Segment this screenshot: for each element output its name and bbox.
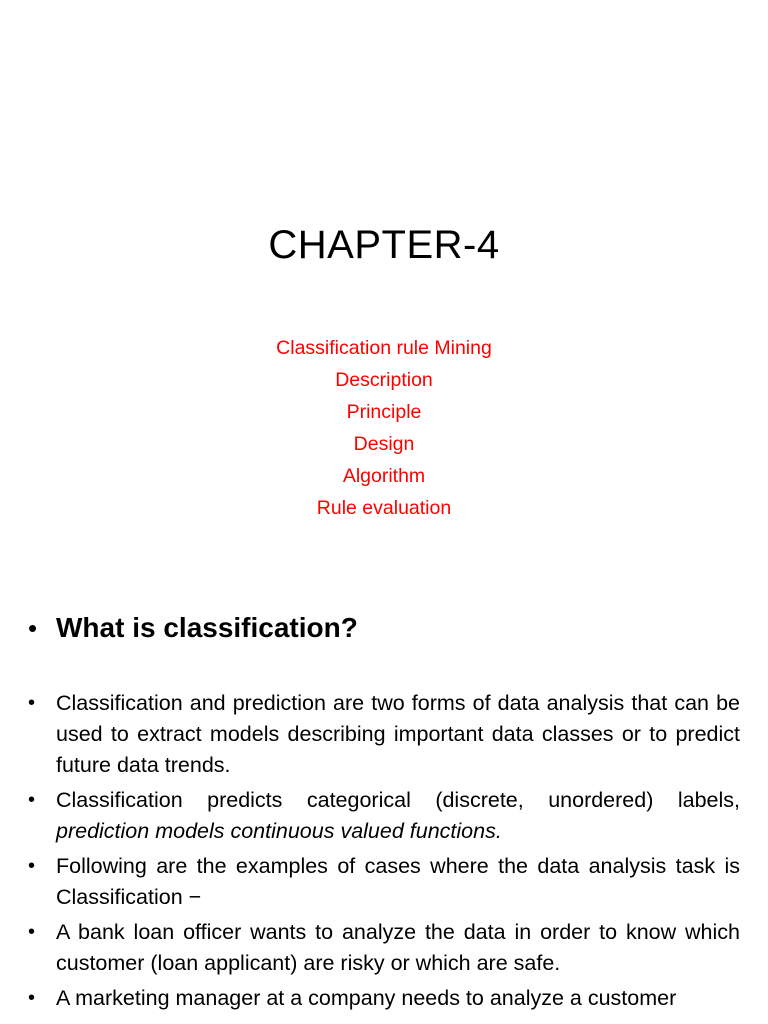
section-heading: What is classification? xyxy=(56,612,358,643)
bullet-text: A bank loan officer wants to analyze the data in order to know which customer (loan applicant) are risky or which are safe. xyxy=(56,920,740,975)
topic-item: Rule evaluation xyxy=(316,497,452,519)
bullet-glyph: • xyxy=(28,987,36,1009)
bullet-text: A marketing manager at a company needs to analyze a customer xyxy=(56,986,677,1010)
bullet-glyph: • xyxy=(28,921,36,943)
bullet-italic-text: prediction models continuous valued functions. xyxy=(56,819,502,843)
bullet-text-mixed xyxy=(56,785,740,847)
bullet-item xyxy=(28,851,740,913)
bullet-glyph: • xyxy=(28,612,38,643)
bullet-glyph: • xyxy=(28,789,36,811)
topic-item: Design xyxy=(353,433,415,455)
topic-item: Principle xyxy=(346,401,422,423)
bullet-item xyxy=(28,917,740,979)
topic-item: Classification rule Mining xyxy=(276,337,492,359)
bullet-item xyxy=(28,688,740,781)
bullet-item xyxy=(28,785,740,847)
bullet-item xyxy=(28,983,740,1014)
bullet-text: Classification and prediction are two forms of data analysis that can be used to extract models describing important data classes or to predict future data trends. xyxy=(56,691,740,777)
bullet-glyph: • xyxy=(28,855,36,877)
bullet-text: Classification predicts categorical (discrete, unordered) labels, xyxy=(56,788,740,812)
topic-list xyxy=(0,332,768,524)
bullet-text: Following are the examples of cases where the data analysis task is Classification − xyxy=(56,854,740,909)
topic-item: Algorithm xyxy=(342,465,426,487)
topic-item: Description xyxy=(335,369,433,391)
page-title: CHAPTER-4 xyxy=(268,223,500,267)
bullet-glyph: • xyxy=(28,692,36,714)
section-heading-row xyxy=(28,610,358,646)
bullet-list xyxy=(28,688,740,1018)
